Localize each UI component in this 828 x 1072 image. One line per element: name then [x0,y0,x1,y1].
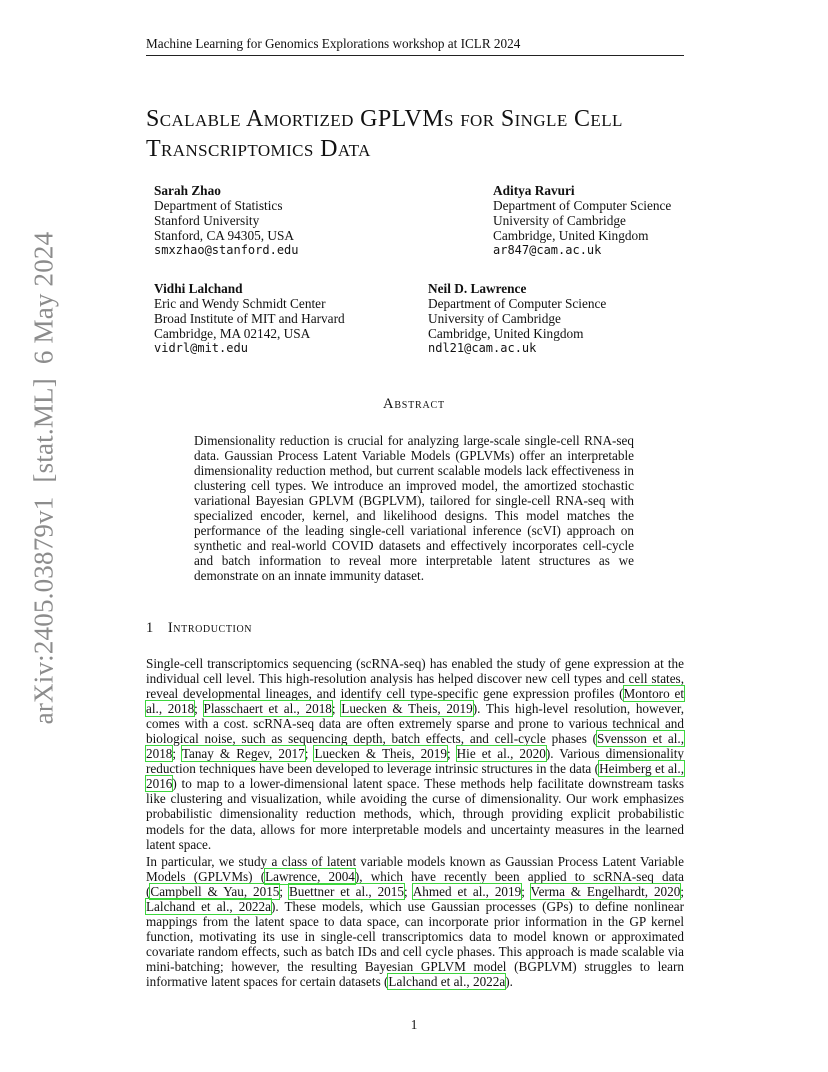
citation-link[interactable]: Lalchand et al., 2022a [388,974,506,990]
abstract-heading: Abstract [383,396,445,412]
author-affiliation: University of Cambridge [428,311,561,326]
paragraph-text: ). [505,974,513,990]
citation-separator: ; [446,746,457,762]
paper-title [146,104,706,164]
section-heading [146,620,252,637]
paragraph-text: ) to map to a lower-dimensional latent space. These methods help facilitate downstream tasks like clustering and visualization, while avoiding the curse of dimensionality. Our work emphasizes probabilistic dimensionality reduction methods, which, through providing explicit probabilistic models for the data, allows for more interpretable models and uncertainty measures in the learned latent space. [146,776,684,852]
page-number: 1 [410,1017,418,1032]
paragraph-text: Single-cell transcriptomics sequencing (scRNA-seq) has enabled the study of gene expression at the individual cell level. This high-resolution analysis has helped discover new cell types and cell states, reveal developmental lineages, and identify cell type-specific gene expression profiles ( [146,656,684,702]
title-line-2: Transcriptomics Data [146,136,371,162]
author-block [154,183,299,258]
intro-paragraph-1 [146,656,684,852]
running-header: Machine Learning for Genomics Explorations workshop at ICLR 2024 [146,36,521,51]
citation-link[interactable]: Heimberg et al., 2016 [146,761,684,792]
arxiv-id: arXiv:2405.03879v1 [28,496,59,725]
citation-link[interactable]: Tanay & Regev, 2017 [181,746,305,762]
citation-link[interactable]: Montoro et al., 2018 [146,686,684,717]
author-affiliation: Broad Institute of MIT and Harvard [154,311,345,326]
arxiv-identifier [29,232,60,725]
title-line-1: Scalable Amortized GPLVMs for Single Cell [146,106,623,132]
citation-link[interactable]: Verma & Engelhardt, 2020 [530,884,681,900]
author-affiliation: Department of Computer Science [493,198,672,213]
author-block [154,281,345,356]
intro-paragraph-2 [146,854,684,989]
author-affiliation: Cambridge, MA 02142, USA [154,326,311,341]
citation-separator: ; [680,884,684,900]
citation-separator: ; [403,884,413,900]
author-email[interactable]: vidrl@mit.edu [154,341,248,355]
author-affiliation: Stanford University [154,213,260,228]
author-affiliation: Cambridge, United Kingdom [493,228,649,243]
citation-link[interactable]: Buettner et al., 2015 [288,884,404,900]
author-email[interactable]: ar847@cam.ac.uk [493,243,602,257]
arxiv-category: [stat.ML] [28,378,59,483]
citation-link[interactable]: Lawrence, 2004 [265,869,355,885]
citation-link[interactable]: Svensson et al., 2018 [146,731,684,762]
citation-link[interactable]: Campbell & Yau, 2015 [150,884,280,900]
author-email[interactable]: smxzhao@stanford.edu [154,243,299,257]
author-email[interactable]: ndl21@cam.ac.uk [428,341,537,355]
citation-link[interactable]: Lalchand et al., 2022a [146,899,271,915]
citation-separator: ; [194,701,204,717]
abstract-text: Dimensionality reduction is crucial for analyzing large-scale single-cell RNA-seq data. Gaussian Process Latent Variable Models (GPLVMs) offer an interpretable dimensionality reduction method, but current scalable models lack effectiveness in clustering cell types. We introduce an improved model, the amortized stochastic variational Bayesian GPLVM (BGPLVM), tailored for single-cell RNA-seq with specialized encoder, kernel, and likelihood designs. This model matches the performance of the leading single-cell variational inference (scVI) approach on synthetic and real-world COVID datasets and effectively incorporates cell-cycle and batch information to reveal more interpretable latent structures as we demonstrate on an innate immunity dataset. [194,433,634,584]
section-title: Introduction [167,620,253,636]
citation-separator: ; [172,746,182,762]
author-block [493,183,671,258]
section-number: 1 [146,620,154,636]
citation-link[interactable]: Plasschaert et al., 2018 [203,701,332,717]
citation-separator: ; [521,884,531,900]
author-affiliation: University of Cambridge [493,213,626,228]
paragraph-text: ), which have recently been applied to scRNA-seq data ( [146,869,684,900]
paragraph-text: ). These models, which use Gaussian processes (GPs) to define nonlinear mappings from the latent space to data space, can incorporate prior information in the GP kernel function, motivating its use in single-cell transcriptomics data to model known or approximated covariate random effects, such as batch IDs and cell cycle phases. This approach is made scalable via mini-batching; however, the resulting Bayesian GPLVM model (BGPLVM) struggles to learn informative latent spaces for certain datasets ( [146,899,684,990]
author-affiliation: Eric and Wendy Schmidt Center [154,296,326,311]
citation-separator: ; [279,884,289,900]
author-name: Sarah Zhao [154,183,221,198]
author-name: Vidhi Lalchand [154,281,243,296]
citation-link[interactable]: Luecken & Theis, 2019 [341,701,473,717]
author-block [428,281,606,356]
citation-link[interactable]: Ahmed et al., 2019 [412,884,522,900]
citation-link[interactable]: Hie et al., 2020 [456,746,546,762]
author-affiliation: Stanford, CA 94305, USA [154,228,294,243]
header-rule [146,55,684,56]
citation-separator: ; [331,701,342,717]
paragraph-text: ). Various dimensionality reduction techniques have been developed to leverage intrinsic structures in the data ( [146,746,685,777]
paragraph-text: In particular, we study a class of latent variable models known as Gaussian Process Latent Variable Models (GPLVMs) ( [146,854,684,885]
author-name: Neil D. Lawrence [428,281,527,296]
author-affiliation: Department of Computer Science [428,296,607,311]
author-affiliation: Department of Statistics [154,198,283,213]
arxiv-date: 6 May 2024 [28,231,59,365]
citation-link[interactable]: Luecken & Theis, 2019 [314,746,447,762]
author-name: Aditya Ravuri [493,183,575,198]
author-affiliation: Cambridge, United Kingdom [428,326,584,341]
citation-separator: ; [304,746,315,762]
paragraph-text: ). This high-level resolution, however, comes with a cost. scRNA-seq data are often extremely sparse and prone to various technical and biological noise, such as sequencing depth, batch effects, and cell-cycle phases ( [146,701,685,747]
